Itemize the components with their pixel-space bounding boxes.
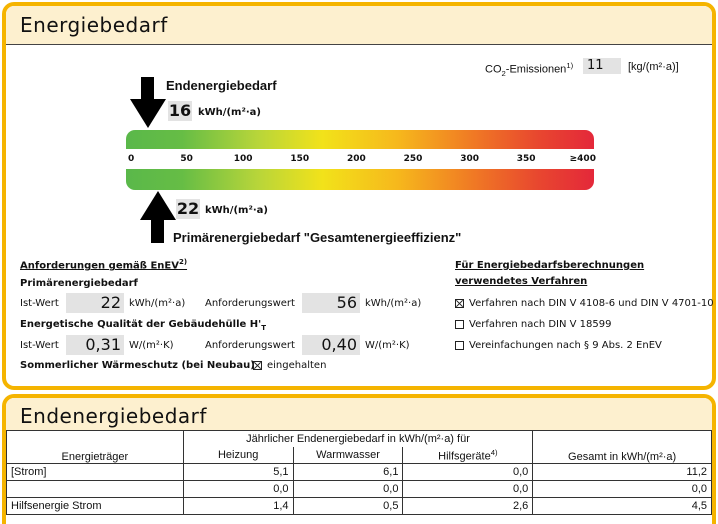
scale-tick-label: 100 bbox=[233, 154, 253, 164]
requirements-heading: Anforderungen gemäß EnEV$^{2)}$ bbox=[20, 258, 188, 272]
scale-tick-label: 250 bbox=[403, 154, 423, 164]
primaerenergie-arrow-icon bbox=[138, 191, 178, 243]
col-header-total: Gesamt in kWh/(m²·a) bbox=[533, 431, 712, 464]
cell-heat: 0,0 bbox=[183, 481, 293, 498]
col-header-heat: Heizung bbox=[183, 447, 293, 464]
scale-tick-label: 50 bbox=[180, 154, 193, 164]
method-item-din4108: Verfahren nach DIN V 4108-6 und DIN V 4701-10 bbox=[455, 298, 714, 309]
cell-water: 0,5 bbox=[293, 498, 403, 515]
method-checkbox-vereinfachungen[interactable] bbox=[455, 341, 464, 350]
method-item-din18599: Verfahren nach DIN V 18599 bbox=[455, 319, 612, 330]
cell-carrier: Hilfsenergie Strom bbox=[7, 498, 184, 515]
method-checkbox-din18599[interactable] bbox=[455, 320, 464, 329]
table-row bbox=[7, 498, 712, 515]
scale-tick-label: 150 bbox=[290, 154, 310, 164]
sommer-waermeschutz-status: eingehalten bbox=[253, 360, 326, 371]
ist-wert2-label: Ist-Wert bbox=[20, 340, 59, 351]
primaerenergiebedarf-label: Primärenergiebedarf bbox=[20, 278, 138, 289]
huellen-qualitaet-label: Energetische Qualität der Gebäudehülle $H'_T$ bbox=[20, 319, 266, 332]
primaerenergie-value: 22 bbox=[176, 199, 200, 218]
cell-water: 0,0 bbox=[293, 481, 403, 498]
col-header-carrier: Energieträger bbox=[7, 431, 184, 464]
co2-value: 11 bbox=[583, 58, 621, 74]
primaerenergie-label: Primärenergiebedarf "Gesamtenergieeffizienz" bbox=[173, 230, 462, 245]
col-header-water: Warmwasser bbox=[293, 447, 403, 464]
anforderungswert2-unit: W/(m²·K) bbox=[365, 340, 410, 351]
eingehalten-checkbox[interactable] bbox=[253, 361, 262, 370]
ist-wert-unit: kWh/(m²·a) bbox=[129, 298, 186, 309]
col-header-group: Jährlicher Endenergiebedarf in kWh/(m²·a) für bbox=[183, 431, 533, 448]
energiebedarf-title: Energiebedarf bbox=[20, 13, 168, 37]
scale-tick-label: 0 bbox=[128, 154, 135, 164]
scale-tick-label: 300 bbox=[460, 154, 479, 164]
cell-aux: 2,6 bbox=[403, 498, 533, 515]
endenergiebedarf-title: Endenergiebedarf bbox=[20, 404, 207, 428]
method-item-vereinfachungen: Vereinfachungen nach § 9 Abs. 2 EnEV bbox=[455, 340, 662, 351]
endenergie-table bbox=[6, 430, 712, 515]
cell-heat: 5,1 bbox=[183, 464, 293, 481]
co2-unit: [kg/(m²·a)] bbox=[628, 61, 679, 73]
anforderungswert-label: Anforderungswert bbox=[205, 298, 295, 309]
endenergie-value: 16 bbox=[168, 101, 192, 120]
endenergiebedarf-header bbox=[6, 398, 712, 430]
table-row bbox=[7, 464, 712, 481]
ist-wert-label: Ist-Wert bbox=[20, 298, 59, 309]
cell-carrier bbox=[7, 481, 184, 498]
scale-tick-label: 350 bbox=[516, 154, 536, 164]
ist-wert2-value: 0,31 bbox=[66, 335, 124, 355]
methods-heading: Für Energiebedarfsberechnungen verwendetes Verfahren bbox=[455, 260, 645, 287]
anforderungswert2-value: 0,40 bbox=[302, 335, 360, 355]
sommer-waermeschutz-label: Sommerlicher Wärmeschutz (bei Neubau) bbox=[20, 360, 255, 371]
cell-aux: 0,0 bbox=[403, 464, 533, 481]
cell-heat: 1,4 bbox=[183, 498, 293, 515]
cell-aux: 0,0 bbox=[403, 481, 533, 498]
energiebedarf-header bbox=[6, 6, 712, 45]
method-checkbox-din4108[interactable] bbox=[455, 299, 464, 308]
table-header-row-1 bbox=[7, 431, 712, 448]
endenergie-unit: kWh/(m²·a) bbox=[198, 107, 261, 118]
scale-tick-label: ≥400 bbox=[569, 154, 596, 164]
cell-carrier: [Strom] bbox=[7, 464, 184, 481]
anforderungswert-unit: kWh/(m²·a) bbox=[365, 298, 422, 309]
anforderungswert-value: 56 bbox=[302, 293, 360, 313]
co2-label: $CO_2-Emissionen^{1)}$ bbox=[485, 61, 574, 78]
endenergie-label: Endenergiebedarf bbox=[166, 78, 277, 93]
anforderungswert2-label: Anforderungswert bbox=[205, 340, 295, 351]
scale-tick-label: 200 bbox=[346, 154, 366, 164]
ist-wert2-unit: W/(m²·K) bbox=[129, 340, 174, 351]
cell-water: 6,1 bbox=[293, 464, 403, 481]
cell-total: 0,0 bbox=[533, 481, 712, 498]
col-header-aux: Hilfsgeräte$^{4)}$ bbox=[403, 447, 533, 464]
endenergie-arrow-icon bbox=[128, 77, 168, 129]
cell-total: 4,5 bbox=[533, 498, 712, 515]
cell-total: 11,2 bbox=[533, 464, 712, 481]
primaerenergie-unit: kWh/(m²·a) bbox=[205, 205, 268, 216]
table-row bbox=[7, 481, 712, 498]
ist-wert-value: 22 bbox=[66, 293, 124, 313]
